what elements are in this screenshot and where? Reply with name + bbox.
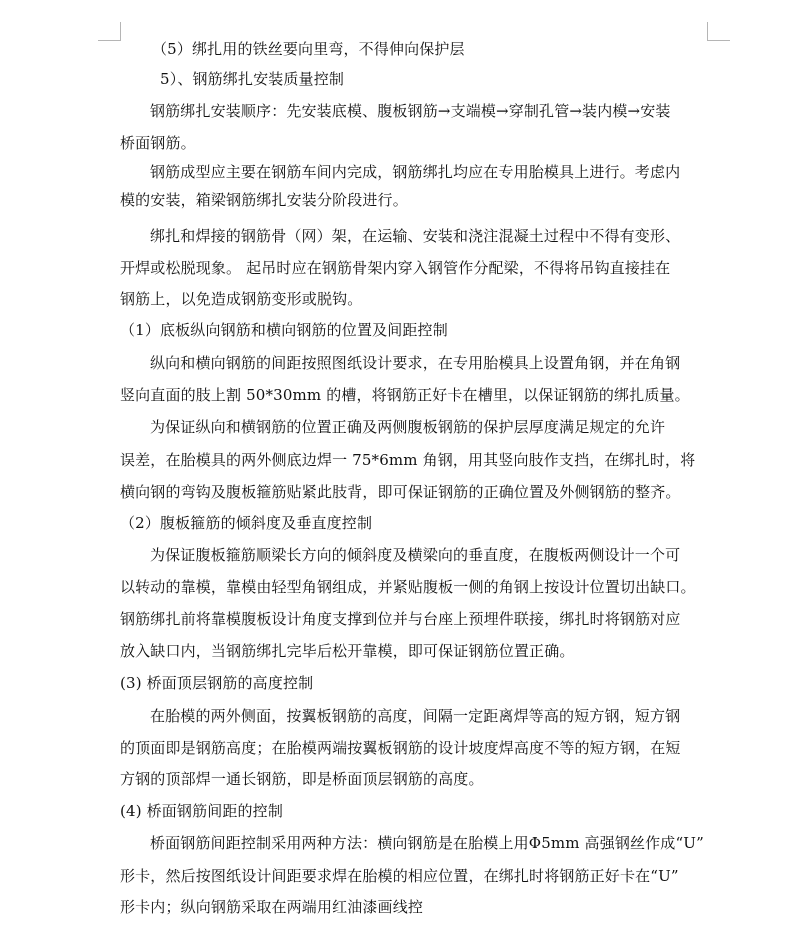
paragraph-text: 钢筋上，以免造成钢筋变形或脱钩。 xyxy=(120,290,363,308)
subsection-heading: （2）腹板箍筋的倾斜度及垂直度控制 xyxy=(120,514,373,532)
subsection-heading: (4) 桥面钢筋间距的控制 xyxy=(120,802,283,820)
subsection-heading: （1）底板纵向钢筋和横向钢筋的位置及间距控制 xyxy=(120,321,448,339)
paragraph-text: 为保证纵向和横钢筋的位置正确及两侧腹板钢筋的保护层厚度满足规定的允许 xyxy=(150,418,666,436)
crop-mark-top-left xyxy=(98,22,121,41)
paragraph-text: 纵向和横向钢筋的间距按照图纸设计要求，在专用胎模具上设置角钢，并在角钢 xyxy=(150,354,681,372)
paragraph-text: 为保证腹板箍筋顺梁长方向的倾斜度及横梁向的垂直度，在腹板两侧设计一个可 xyxy=(150,546,681,564)
paragraph-text: 开焊或松脱现象。 起吊时应在钢筋骨架内穿入钢管作分配梁，不得将吊钩直接挂在 xyxy=(120,259,671,277)
paragraph-text: 放入缺口内，当钢筋绑扎完毕后松开靠模，即可保证钢筋位置正确。 xyxy=(120,642,575,660)
list-item-5-text: （5）绑扎用的铁丝要向里弯，不得伸向保护层 xyxy=(152,40,465,58)
subsection-heading: (3) 桥面顶层钢筋的高度控制 xyxy=(120,674,314,692)
paragraph-text: 绑扎和焊接的钢筋骨（网）架，在运输、安装和浇注混凝土过程中不得有变形、 xyxy=(150,227,681,245)
paragraph-text: 钢筋绑扎前将靠模腹板设计角度支撑到位并与台座上预埋件联接，绑扎时将钢筋对应 xyxy=(120,610,681,628)
paragraph-text: 竖向直面的肢上割 50*30mm 的槽，将钢筋正好卡在槽里，以保证钢筋的绑扎质量。 xyxy=(120,386,690,404)
paragraph-text: 的顶面即是钢筋高度；在胎模两端按翼板钢筋的设计坡度焊高度不等的短方钢，在短 xyxy=(120,739,681,757)
paragraph-text: 形卡，然后按图纸设计间距要求焊在胎模的相应位置，在绑扎时将钢筋正好卡在“U” xyxy=(120,867,679,885)
paragraph-text: 在胎模的两外侧面，按翼板钢筋的高度，间隔一定距离焊等高的短方钢，短方钢 xyxy=(150,707,681,725)
paragraph-text: 形卡内；纵向钢筋采取在两端用红油漆画线控 xyxy=(120,898,424,916)
paragraph-text: 误差，在胎模具的两外侧底边焊一 75*6mm 角钢，用其竖向肢作支挡，在绑扎时，将 xyxy=(120,451,696,469)
section-heading: 5）、钢筋绑扎安装质量控制 xyxy=(160,70,344,88)
paragraph-text: 横向钢的弯钩及腹板箍筋贴紧此肢背，即可保证钢筋的正确位置及外侧钢筋的整齐。 xyxy=(120,483,681,501)
paragraph-text: 以转动的靠模，靠模由轻型角钢组成，并紧贴腹板一侧的角钢上按设计位置切出缺口。 xyxy=(120,578,696,596)
paragraph-text: 钢筋成型应主要在钢筋车间内完成，钢筋绑扎均应在专用胎模具上进行。考虑内 xyxy=(150,163,681,181)
paragraph-text: 方钢的顶部焊一通长钢筋，即是桥面顶层钢筋的高度。 xyxy=(120,770,484,788)
paragraph-text: 钢筋绑扎安装顺序：先安装底模、腹板钢筋→支端模→穿制孔管→装内模→安装 xyxy=(150,102,671,120)
paragraph-text: 模的安装，箱梁钢筋绑扎安装分阶段进行。 xyxy=(120,191,408,209)
paragraph-text: 桥面钢筋。 xyxy=(120,134,196,152)
crop-mark-top-right xyxy=(707,22,730,41)
paragraph-text: 桥面钢筋间距控制采用两种方法：横向钢筋是在胎模上用Φ5mm 高强钢丝作成“U” xyxy=(150,834,704,852)
